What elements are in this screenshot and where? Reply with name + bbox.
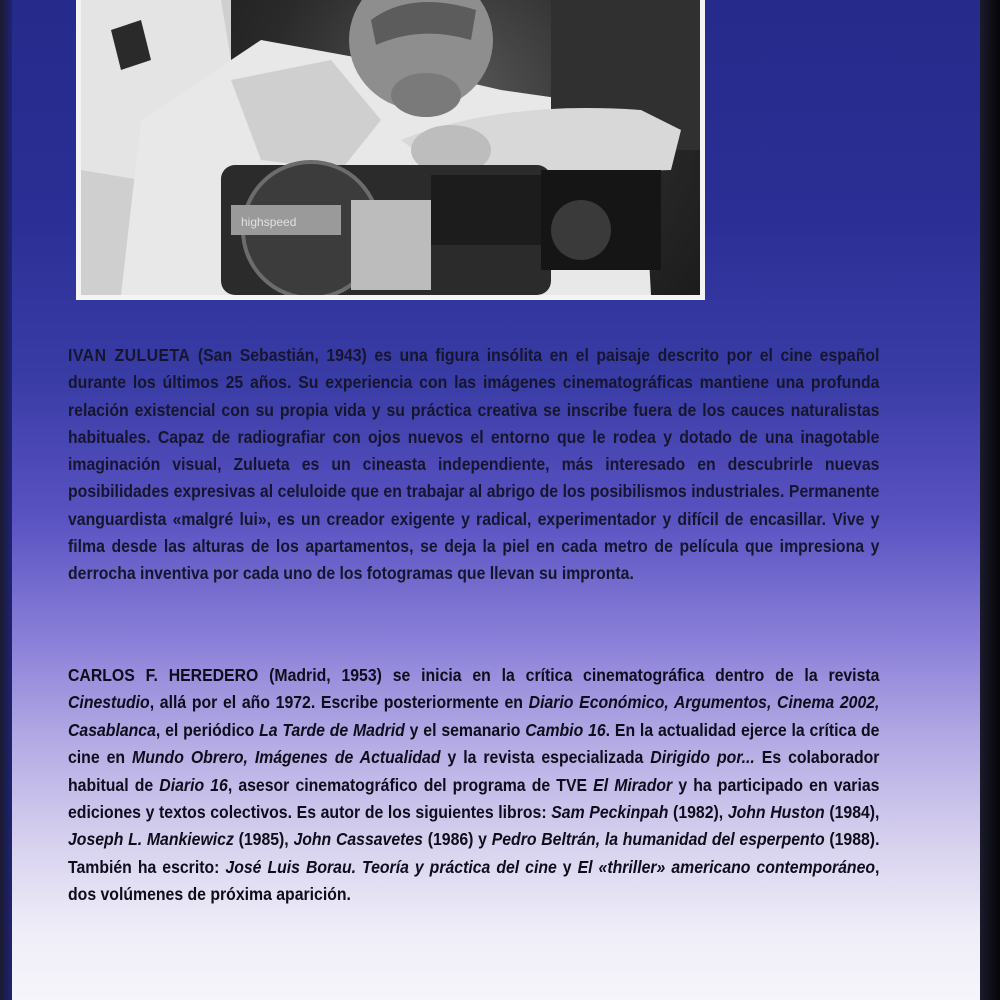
bio-text: , allá por el año 1972. Escribe posteriormente en bbox=[149, 692, 529, 713]
bio-text: y ha participado en varias ediciones y textos colectivos. Es autor de los siguientes libros: bbox=[68, 774, 880, 823]
bio-name: IVAN ZULUETA bbox=[68, 345, 191, 365]
publication-title: Diario 16 bbox=[159, 774, 228, 795]
bio-text: (San Sebastián, 1943) es una figura insólita en el paisaje descrito por el cine español durante los últimos 25 años. Su experiencia con las imágenes cinematográficas mantiene una profunda relación existencial con su propia vida y su práctica creativa se inscribe fuera de los cauces naturalistas habituales. Capaz de radiografiar con ojos nuevos el entorno que le rodea y dotado de una inagotable imaginación visual, Zulueta es un cineasta independiente, más interesado en descubrirle nuevas posibilidades expresivas al celuloide que en trabajar al abrigo de los posibilismos industriales. Permanente vanguardista «malgré lui», es un creador exigente y radical, experimentador y difícil de encasillar. Vive y filma desde las alturas de los apartamentos, se deja la piel en cada metro de película que impresiona y derrocha inventiva por cada uno de los fotogramas que llevan su impronta. bbox=[68, 345, 880, 584]
bio-text: , asesor cinematográfico del programa de TVE bbox=[227, 774, 594, 795]
program-title: El Mirador bbox=[593, 774, 673, 795]
filmmaker-photo bbox=[81, 0, 700, 295]
bio-text: (1984), bbox=[824, 802, 880, 823]
photo-illustration bbox=[81, 0, 700, 295]
bio-text: . En la actualidad ejerce la crítica de cine en bbox=[68, 719, 880, 768]
book-title: Joseph L. Mankiewicz bbox=[68, 829, 234, 850]
cover-left-edge bbox=[0, 0, 12, 1000]
book-title: Pedro Beltrán, la humanidad del esperpento bbox=[491, 829, 825, 850]
publication-title: Mundo Obrero, Imágenes de Actualidad bbox=[132, 747, 441, 768]
publication-title: Cambio 16 bbox=[525, 719, 606, 740]
book-title: José Luis Borau. Teoría y práctica del cine bbox=[225, 856, 557, 877]
bio-text: y el semanario bbox=[404, 719, 526, 740]
book-title: John Cassavetes bbox=[293, 829, 423, 850]
book-title: John Huston bbox=[727, 802, 825, 823]
publication-title: Cinestudio bbox=[68, 692, 150, 713]
author-bio-zulueta bbox=[68, 342, 879, 588]
bio-text: (1986) y bbox=[422, 829, 492, 850]
bio-text: (1982), bbox=[668, 802, 728, 823]
publication-title: Dirigido por... bbox=[650, 747, 755, 768]
bio-name: CARLOS F. HEREDERO bbox=[68, 665, 259, 685]
bio-text: Es colaborador habitual de bbox=[68, 747, 880, 795]
author-bio-heredero bbox=[68, 662, 879, 909]
bio-text: (1988). También ha escrito: bbox=[68, 829, 880, 877]
cover-right-edge bbox=[980, 0, 1000, 1000]
publication-title: La Tarde de Madrid bbox=[259, 719, 405, 740]
bio-text: , dos volúmenes de próxima aparición. bbox=[68, 856, 880, 905]
book-title: El «thriller» americano contemporáneo bbox=[577, 856, 876, 877]
book-back-cover bbox=[12, 0, 980, 1000]
bio-text: y bbox=[556, 856, 578, 877]
bio-text: (1985), bbox=[233, 829, 294, 850]
bio-text: (Madrid, 1953) se inicia en la crítica cinematográfica dentro de la revista bbox=[258, 665, 880, 685]
bio-text: y la revista especializada bbox=[440, 747, 651, 768]
bio-text: , el periódico bbox=[155, 719, 260, 740]
photo-frame bbox=[76, 0, 705, 300]
publication-title: Diario Económico, Argumentos, Cinema 2002, Casablanca bbox=[68, 692, 880, 740]
book-title: Sam Peckinpah bbox=[551, 802, 669, 823]
camera-brand-label: highspeed bbox=[241, 215, 297, 229]
